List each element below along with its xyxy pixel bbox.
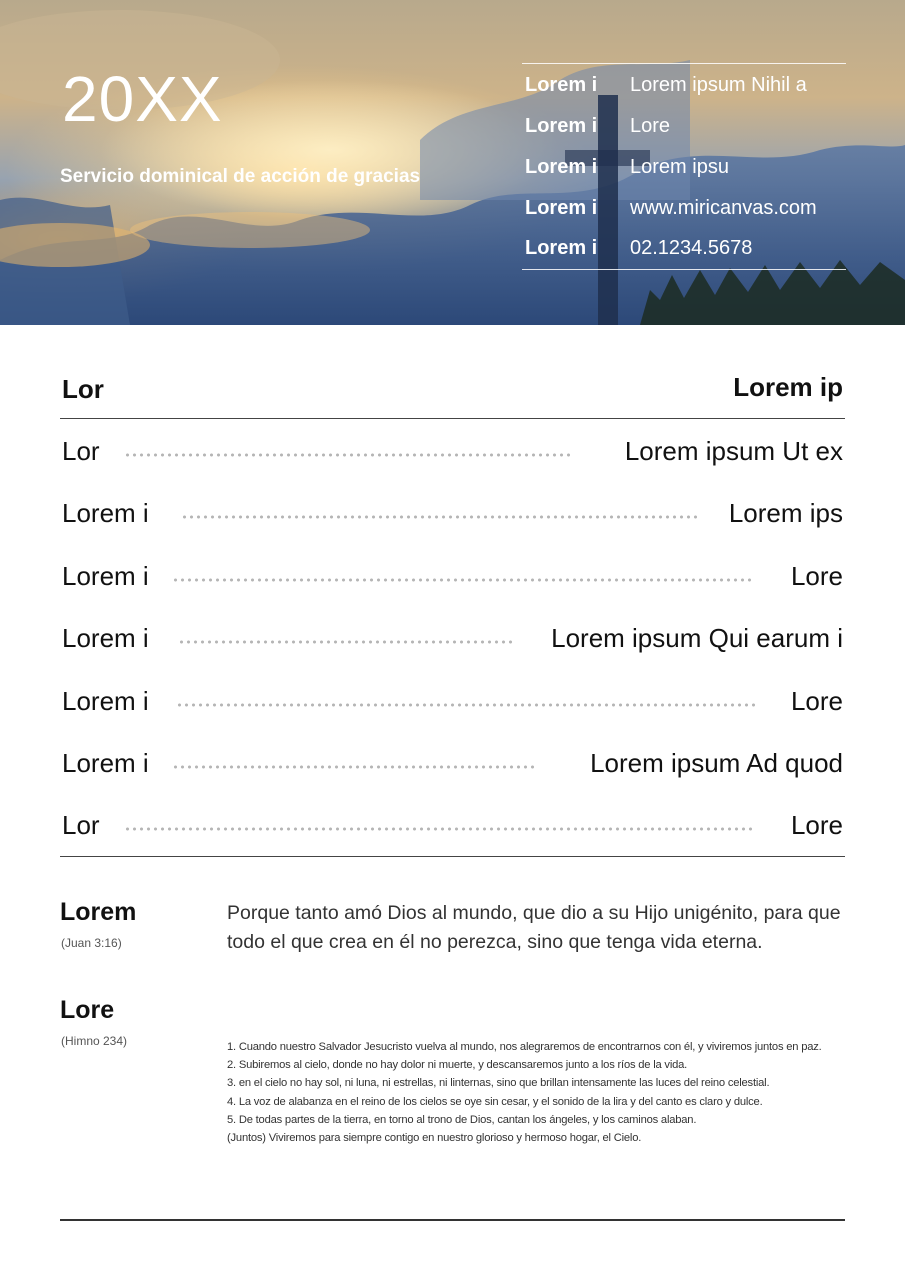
website-link[interactable]: www.miricanvas.com — [630, 197, 817, 219]
program-row — [60, 810, 845, 850]
program-header-left: Lor — [62, 374, 104, 404]
dot-leader — [176, 703, 756, 707]
hymn-title: Lore — [60, 996, 115, 1024]
program-item: Lor — [62, 436, 100, 466]
program-row — [60, 436, 845, 476]
program-item: Lorem i — [62, 748, 149, 778]
program-item: Lorem i — [62, 623, 149, 653]
hymn-line: 2. Subiremos al cielo, donde no hay dolor ni muerte, y descansaremos junto a los ríos de la vida. — [227, 1059, 688, 1072]
hymn-reference: (Himno 234) — [61, 1034, 128, 1048]
program-header-right: Lorem ip — [733, 372, 843, 402]
verse-text: Porque tanto amó Dios al mundo, que dio a su Hijo unigénito, para que todo el que crea en él no perezca, sino que tenga vida eterna. — [227, 902, 841, 953]
dot-leader — [124, 453, 574, 457]
program-detail: Lorem ipsum Qui earum i — [551, 623, 843, 653]
program-row — [60, 498, 845, 538]
dot-leader — [172, 578, 752, 582]
info-label: Lorem i — [525, 156, 598, 178]
hymn-lyrics — [227, 1038, 847, 1147]
hymn-line: (Juntos) Viviremos para siempre contigo en nuestro glorioso y hermoso hogar, el Cielo. — [227, 1132, 642, 1145]
verse-title: Lorem — [60, 898, 137, 926]
hymn-line: 4. La voz de alabanza en el reino de los cielos se oye sin cesar, y el sonido de la lira y del canto es claro y dulce. — [227, 1095, 763, 1108]
service-subtitle: Servicio dominical de acción de gracias — [60, 166, 421, 187]
program-item: Lorem i — [62, 686, 149, 716]
program-detail: Lorem ipsum Ut ex — [624, 436, 843, 466]
phone-number: 02.1234.5678 — [630, 237, 753, 259]
program-detail: Lorem ipsum Ad quod — [590, 748, 843, 778]
hero-banner — [0, 0, 905, 325]
program-header — [60, 370, 845, 419]
info-value: Lorem ipsum Nihil a — [630, 74, 807, 96]
program-row — [60, 561, 845, 601]
program-detail: Lore — [790, 686, 843, 716]
program-row — [60, 748, 845, 788]
program-row — [60, 623, 845, 663]
info-label: Lorem i — [525, 237, 598, 259]
info-label: Lorem i — [525, 197, 598, 219]
program-detail: Lorem ips — [728, 498, 843, 528]
year-title: 20XX — [62, 63, 223, 135]
dot-leader — [124, 827, 756, 831]
info-value: Lorem ipsu — [630, 156, 729, 178]
verse-reference: (Juan 3:16) — [61, 936, 122, 950]
dot-leader — [178, 640, 514, 644]
info-label: Lorem i — [525, 115, 598, 137]
program-detail: Lore — [790, 561, 843, 591]
program-item: Lorem i — [62, 498, 149, 528]
program-detail: Lore — [790, 810, 843, 840]
program-row — [60, 686, 845, 726]
info-label: Lorem i — [525, 74, 598, 96]
program-item: Lor — [62, 810, 100, 840]
dot-leader — [181, 515, 699, 519]
hymn-line: 3. en el cielo no hay sol, ni luna, ni estrellas, ni linternas, sino que brillan intensamente las luces del reino celestial. — [227, 1077, 770, 1090]
dot-leader — [172, 765, 536, 769]
hymn-line: 5. De todas partes de la tierra, en torno al trono de Dios, cantan los ángeles, y los caminos alaban. — [227, 1113, 697, 1126]
hymn-line: 1. Cuando nuestro Salvador Jesucristo vuelva al mundo, nos alegraremos de encontrarnos con él, y viviremos juntos en paz. — [227, 1041, 822, 1053]
divider — [60, 856, 845, 857]
footer-divider — [60, 1219, 845, 1221]
info-box — [522, 63, 846, 270]
info-value: Lore — [630, 115, 671, 137]
program-item: Lorem i — [62, 561, 149, 591]
